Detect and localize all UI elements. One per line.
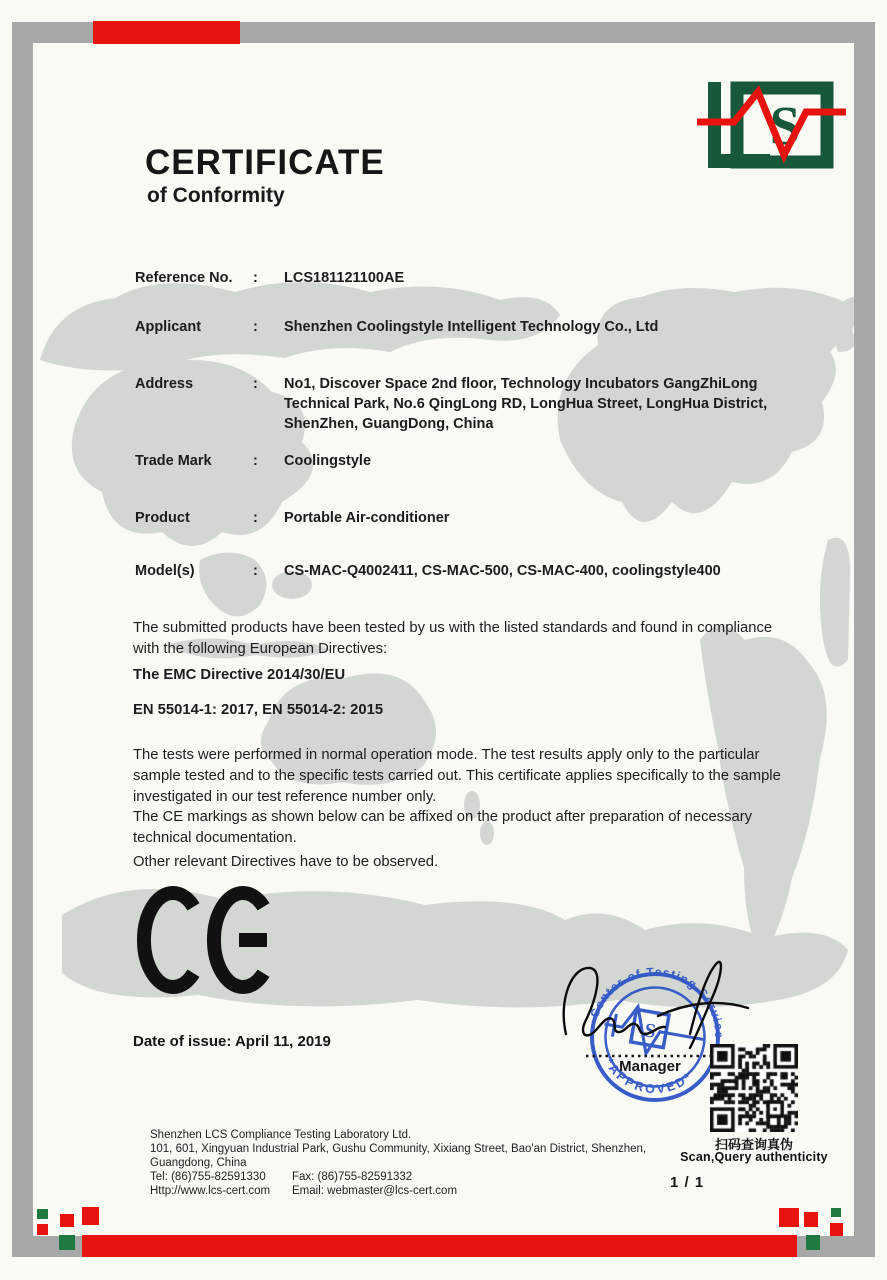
- accent-square-green: [59, 1235, 75, 1250]
- logo-letter-s: S: [769, 95, 801, 156]
- field-label: Trade Mark: [135, 453, 212, 469]
- accent-square-red: [82, 1207, 99, 1225]
- footer-tel: Tel: (86)755-82591330: [150, 1171, 266, 1183]
- field-label: Reference No.: [135, 270, 233, 286]
- field-value: Portable Air-conditioner: [284, 510, 450, 526]
- ce-letter-c: [144, 893, 194, 987]
- qr-caption-chinese: 扫码查询真伪: [714, 1137, 793, 1152]
- accent-square-red: [830, 1223, 843, 1236]
- field-separator: :: [253, 319, 258, 335]
- paragraph-tests: The tests were performed in normal operation mode. The test results apply only to the particular sample tested and to the specific tests carried out. This certificate applies specifically to the sample investigated in our test reference number only.: [133, 747, 781, 805]
- field-separator: :: [253, 376, 258, 392]
- ce-mark: [133, 884, 288, 996]
- stamp-arc-top-text: Center of Testing Service: [587, 964, 727, 1040]
- page-number: 1 / 1: [670, 1174, 705, 1191]
- manager-label: Manager: [619, 1058, 681, 1075]
- field-value: Coolingstyle: [284, 453, 372, 469]
- stamp-logo-letter-s: S: [642, 1019, 658, 1043]
- paragraph-ce-markings: The CE markings as shown below can be affixed on the product after preparation of necessary technical documentation.: [133, 809, 753, 846]
- field-value: CS-MAC-Q4002411, CS-MAC-500, CS-MAC-400, coolingstyle400: [284, 563, 721, 579]
- date-of-issue: Date of issue: April 11, 2019: [133, 1033, 331, 1050]
- accent-square-green: [831, 1208, 841, 1217]
- paragraph-other-directives: Other relevant Directives have to be observed.: [133, 854, 439, 870]
- paragraph-standards: EN 55014-1: 2017, EN 55014-2: 2015: [133, 702, 384, 718]
- field-row-applicant: [135, 317, 795, 337]
- accent-square-red: [804, 1212, 818, 1227]
- footer-email: Email: webmaster@lcs-cert.com: [292, 1185, 458, 1197]
- accent-square-red: [779, 1208, 799, 1227]
- field-separator: :: [253, 510, 258, 526]
- footer-web-email: [150, 1184, 646, 1198]
- footer-address-line2: Guangdong, China: [150, 1157, 247, 1169]
- footer-fax: Fax: (86)755-82591332: [292, 1171, 413, 1183]
- field-row-reference: [135, 268, 795, 288]
- footer-block: [150, 1128, 646, 1198]
- frame-left: [12, 22, 33, 1257]
- field-label: Applicant: [135, 319, 202, 335]
- qr-caption-english: Scan,Query authenticity: [680, 1150, 828, 1164]
- field-row-address: [135, 374, 795, 434]
- field-label: Product: [135, 510, 190, 526]
- field-label: Model(s): [135, 563, 195, 579]
- footer-address-line1: 101, 601, Xingyuan Industrial Park, Gushu Community, Xixiang Street, Bao'an District, Shenzhen,: [150, 1143, 647, 1155]
- accent-square-green: [806, 1235, 820, 1250]
- accent-top-red-block: [93, 21, 240, 44]
- footer-company: Shenzhen LCS Compliance Testing Laboratory Ltd.: [150, 1129, 412, 1141]
- field-separator: :: [253, 563, 258, 579]
- certificate-subtitle: of Conformity: [147, 184, 285, 207]
- paragraph-compliance: The submitted products have been tested by us with the listed standards and found in compliance with the following European Directives:: [133, 620, 773, 657]
- field-row-models: [135, 561, 795, 581]
- footer-website: Http://www.lcs-cert.com: [150, 1185, 271, 1197]
- accent-square-red: [60, 1214, 74, 1227]
- field-row-product: [135, 508, 795, 528]
- frame-right: [854, 22, 875, 1257]
- field-value: No1, Discover Space 2nd floor, Technology Incubators GangZhiLong Technical Park, No.6 QingLong RD, LongHua Street, LongHua District, ShenZhen, GuangDong, China: [284, 376, 768, 432]
- stamp-arc-bottom-text: *APPROVED*: [601, 1056, 696, 1097]
- field-label: Address: [135, 376, 194, 392]
- field-separator: :: [253, 270, 258, 286]
- footer-tel-fax: [150, 1170, 646, 1184]
- accent-square-red: [37, 1224, 48, 1235]
- certificate-title: CERTIFICATE: [145, 143, 385, 182]
- lcs-logo: [694, 76, 848, 172]
- field-separator: :: [253, 453, 258, 469]
- paragraph-directive: The EMC Directive 2014/30/EU: [133, 667, 346, 683]
- field-row-trademark: [135, 451, 795, 471]
- accent-bottom-red-band: [82, 1235, 797, 1257]
- accent-square-green: [37, 1209, 48, 1219]
- field-value: LCS181121100AE: [284, 270, 405, 286]
- field-value: Shenzhen Coolingstyle Intelligent Technology Co., Ltd: [284, 319, 659, 335]
- qr-code: [710, 1044, 798, 1132]
